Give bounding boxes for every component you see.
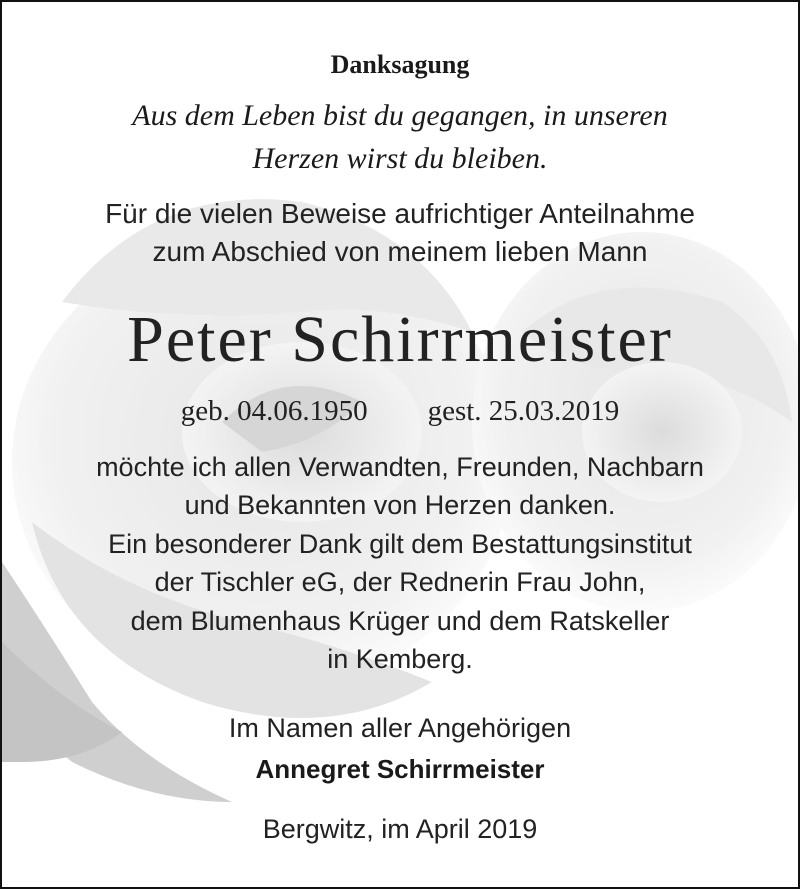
body-line: in Kemberg. <box>327 644 473 674</box>
closing-line: Im Namen aller Angehörigen <box>228 713 572 743</box>
body-line: und Bekannten von Herzen danken. <box>184 490 616 520</box>
signer-name: Annegret Schirrmeister <box>255 754 545 784</box>
place-date: Bergwitz, im April 2019 <box>262 814 538 844</box>
death-date: gest. 25.03.2019 <box>427 395 620 427</box>
intro-line-1: Für die vielen Beweise aufrichtiger Anteilnahme <box>105 198 695 229</box>
quote-line-2: Herzen wirst du bleiben. <box>252 142 548 175</box>
body-line: möchte ich allen Verwandten, Freunden, Nachbarn <box>96 452 704 482</box>
quote-line-1: Aus dem Leben bist du gegangen, in unseren <box>132 99 668 132</box>
body-line: der Tischler eG, der Rednerin Frau John, <box>154 567 646 597</box>
birth-date: geb. 04.06.1950 <box>180 395 368 427</box>
intro-line-2: zum Abschied von meinem lieben Mann <box>152 236 648 267</box>
life-dates <box>2 395 798 428</box>
body-line: dem Blumenhaus Krüger und dem Ratskeller <box>130 606 670 636</box>
deceased-name: Peter Schirrmeister <box>127 303 673 376</box>
heading: Danksagung <box>330 50 470 79</box>
body-line: Ein besonderer Dank gilt dem Bestattungsinstitut <box>108 529 692 559</box>
